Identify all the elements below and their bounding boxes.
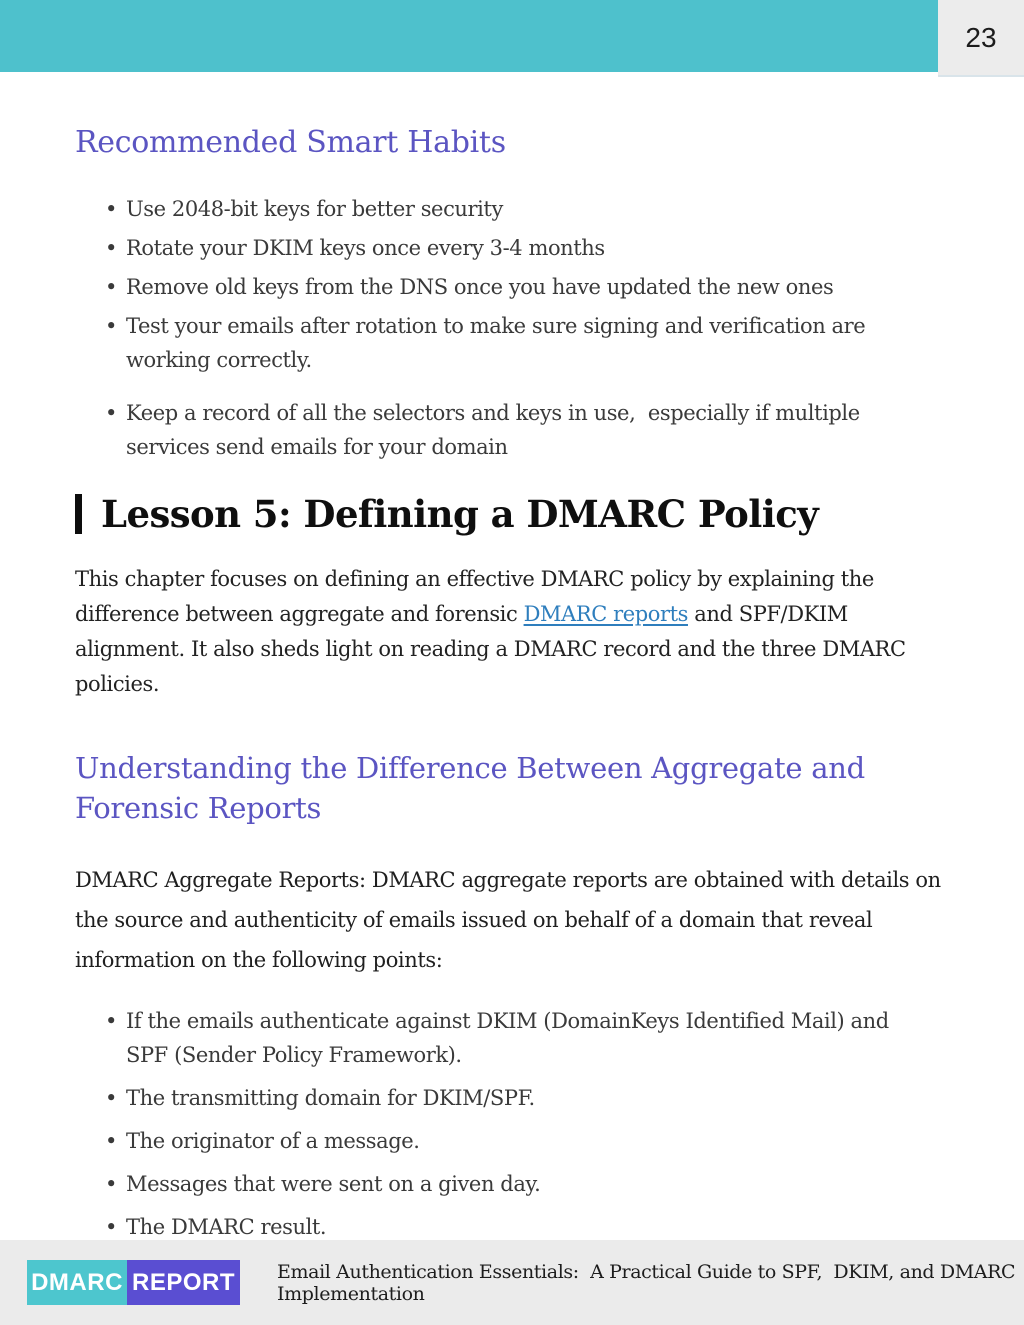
list-item: • The DMARC result. [105,1210,915,1244]
heading-accent-bar [75,494,82,534]
smart-habits-heading: Recommended Smart Habits [75,125,506,160]
page-number: 23 [965,21,997,53]
aggregate-reports-paragraph: DMARC Aggregate Reports: DMARC aggregate reports are obtained with details on the source and authenticity of emails issued on behalf of a domain that reveal information on the following points: [75,868,941,972]
dmarc-reports-link[interactable]: DMARC reports [523,602,688,626]
lesson-title: Lesson 5: Defining a DMARC Policy [101,492,819,536]
list-item: • Use 2048-bit keys for better security [105,192,915,226]
list-item: • Test your emails after rotation to make sure signing and verification are working correctly. [105,309,915,377]
intro-text-before: This chapter focuses on defining an effective DMARC policy by explaining the difference between aggregate and forensic [75,567,874,626]
list-item: • Keep a record of all the selectors and keys in use, especially if multiple services send emails for your domain [105,396,915,464]
lesson-heading [75,492,964,536]
logo-dmarc-segment: DMARC [27,1260,127,1305]
logo-report-segment: REPORT [127,1260,240,1305]
aggregate-points-list [105,1004,915,1244]
smart-habits-list [105,192,915,464]
list-item: • Rotate your DKIM keys once every 3-4 months [105,231,915,265]
footer-book-title: Email Authentication Essentials: A Practical Guide to SPF, DKIM, and DMARC Implementation [277,1260,1021,1305]
list-item: • The transmitting domain for DKIM/SPF. [105,1081,915,1115]
page-footer [0,1240,1024,1325]
understanding-heading: Understanding the Difference Between Aggregate and Forensic Reports [75,751,865,825]
list-item: • If the emails authenticate against DKIM (DomainKeys Identified Mail) and SPF (Sender Policy Framework). [105,1004,915,1072]
list-item: • Remove old keys from the DNS once you have updated the new ones [105,270,915,304]
list-item: • The originator of a message. [105,1124,915,1158]
lesson-intro-paragraph [75,562,960,702]
dmarc-report-logo [27,1260,240,1305]
list-item: • Messages that were sent on a given day. [105,1167,915,1201]
intro-text-after: and SPF/DKIM alignment. It also sheds light on reading a DMARC record and the three DMARC policies. [75,602,906,696]
header-teal-bar [0,0,938,72]
page-number-box [938,0,1024,77]
page-content [0,72,1024,1253]
